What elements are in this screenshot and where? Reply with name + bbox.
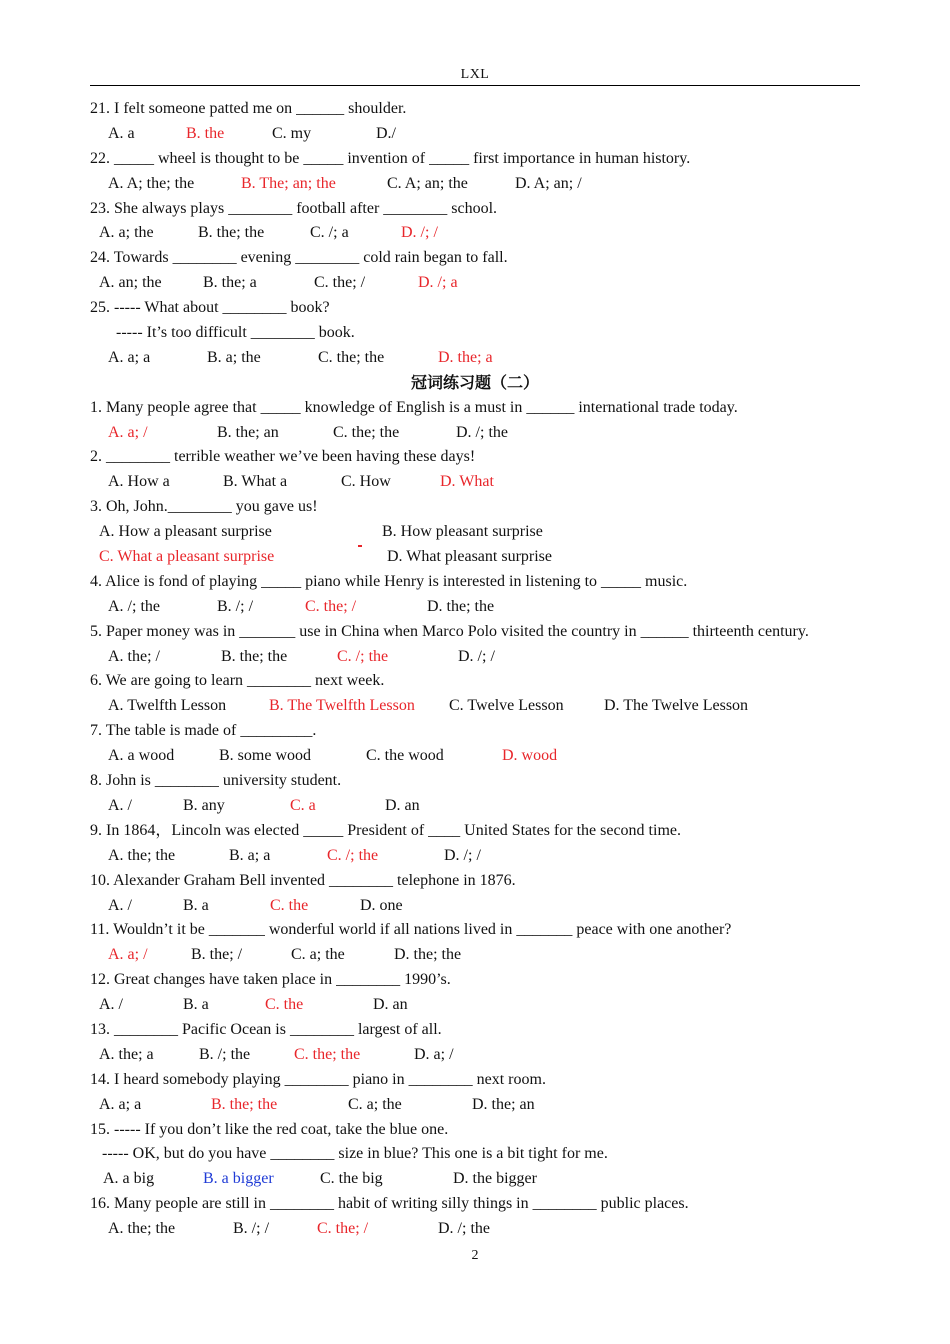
header-divider [90,85,860,86]
correct-answer-option: C. What a pleasant surprise [99,548,275,566]
question-stem [90,296,860,321]
options-row [90,844,860,869]
question-block [90,445,860,495]
answer-option: B. any [183,796,225,814]
stem-text: 10. Alexander Graham Bell invented ________ telephone in 1876. [90,871,516,889]
answer-option: A. / [108,796,132,814]
answer-option: B. the; the [221,647,288,665]
answer-option: C. my [272,124,312,142]
answer-option: A. How a pleasant surprise [99,523,272,541]
options-row [90,421,860,446]
answer-option: D. The Twelve Lesson [604,697,749,715]
stem-text: 23. She always plays ________ football after ________ school. [90,199,498,217]
correct-answer-option: B. a bigger [203,1170,274,1188]
answer-option: B. How pleasant surprise [382,523,543,541]
answer-option: D. one [360,896,403,914]
correct-answer-option: C. a [290,796,316,814]
stem-text: 14. I heard somebody playing ________ piano in ________ next room. [90,1070,546,1088]
question-block [90,97,860,147]
question-block [90,869,860,919]
stem-text: 5. Paper money was in _______ use in China when Marco Polo visited the country in ______ thirteenth century. [90,622,809,640]
question-block [90,197,860,247]
correct-answer-option: C. the; / [317,1220,369,1238]
answer-option: D. the; an [472,1095,535,1113]
answer-option: B. the; a [203,274,257,292]
red-mark [358,545,362,547]
options-row [90,545,860,570]
answer-option: B. some wood [219,747,311,765]
options-row [90,993,860,1018]
answer-option: B. the; / [191,946,243,964]
question-stem [90,918,860,943]
answer-option: A. a wood [108,747,175,765]
options-row [90,221,860,246]
correct-answer-option: D. /; / [401,224,438,242]
options-row [90,645,860,670]
answer-option: A. How a [108,473,170,491]
options-row [90,1043,860,1068]
stem-text: 12. Great changes have taken place in ________ 1990’s. [90,971,451,989]
question-stem [90,147,860,172]
answer-option: C. a; the [291,946,345,964]
correct-answer-option: C. /; the [327,846,379,864]
answer-option: C. the wood [366,747,444,765]
stem-text: ----- OK, but do you have ________ size in blue? This one is a bit tight for me. [102,1145,608,1163]
question-block [90,719,860,769]
answer-option: C. Twelve Lesson [449,697,564,715]
stem-text: 13. ________ Pacific Ocean is ________ largest of all. [90,1020,442,1038]
options-row [90,346,860,371]
options-row [90,694,860,719]
question-stem [90,1192,860,1217]
answer-option: D. the; the [427,597,495,615]
answer-option: A. the; / [108,647,160,665]
stem-text: 11. Wouldn’t it be _______ wonderful world if all nations lived in _______ peace with one another? [90,921,732,939]
page-header: LXL [460,67,490,82]
options-row [90,595,860,620]
correct-answer-option: C. /; the [337,647,389,665]
answer-option: B. /; the [199,1045,251,1063]
question-block [90,620,860,670]
answer-option: A. A; the; the [108,174,195,192]
options-row [90,1093,860,1118]
stem-text: 8. John is ________ university student. [90,772,342,790]
dialogue-line [90,1142,860,1167]
answer-option: D. the bigger [453,1170,537,1188]
stem-text: ----- It’s too difficult ________ book. [116,324,355,342]
correct-answer-option: B. the [186,124,225,142]
answer-option: B. What a [223,473,288,491]
options-row [90,172,860,197]
answer-option: C. the big [320,1170,383,1188]
answer-option: C. /; a [310,224,349,242]
stem-text: 1. Many people agree that _____ knowledge of English is a must in ______ international trade today. [90,398,738,416]
correct-answer-option: D. wood [502,747,558,765]
answer-option: D. /; the [456,423,508,441]
answer-option: B. a; a [229,846,271,864]
stem-text: 4. Alice is fond of playing _____ piano while Henry is interested in listening to _____ music. [90,572,688,590]
question-set-2 [90,396,860,1242]
options-row [90,271,860,296]
stem-text: 9. In 1864，Lincoln was elected _____ President of ____ United States for the second time. [90,821,681,839]
answer-option: B. a [183,896,209,914]
question-stem [90,968,860,993]
correct-answer-option: D. What [440,473,494,491]
answer-option: A. a big [103,1170,155,1188]
answer-option: A. the; the [108,846,176,864]
question-stem [90,197,860,222]
question-block [90,1018,860,1068]
answer-option: A. Twelfth Lesson [108,697,227,715]
options-row [90,122,860,147]
options-row [90,1167,860,1192]
question-block [90,669,860,719]
answer-option: C. a; the [348,1095,402,1113]
stem-text: 21. I felt someone patted me on ______ shoulder. [90,100,407,117]
correct-answer-option: C. the; / [305,597,357,615]
question-block [90,968,860,1018]
options-row [90,520,860,545]
answer-option: C. A; an; the [387,174,468,192]
question-stem [90,669,860,694]
correct-answer-option: C. the [270,896,309,914]
question-block [90,769,860,819]
answer-option: D. a; / [414,1045,454,1063]
answer-option: C. the; the [333,423,400,441]
section-title: 冠词练习题（二） [410,372,539,392]
answer-option: A. a; a [108,348,151,366]
question-stem [90,719,860,744]
answer-option: A. a; the [99,224,154,242]
question-block [90,918,860,968]
question-stem [90,620,860,645]
question-stem [90,97,860,122]
correct-answer-option: C. the; the [294,1045,361,1063]
question-stem [90,819,860,844]
answer-option: D. the; the [394,946,462,964]
question-stem [90,396,860,421]
answer-option: B. the; an [217,423,279,441]
answer-option: D. What pleasant surprise [387,548,552,566]
options-row [90,1217,860,1242]
answer-option: D./ [376,124,396,142]
question-block [90,147,860,197]
question-block [90,495,860,570]
question-block [90,819,860,869]
answer-option: A. the; a [99,1045,154,1063]
question-block [90,296,860,371]
answer-option: C. How [341,473,391,491]
answer-option: B. a; the [207,348,261,366]
question-stem [90,570,860,595]
answer-option: A. a [108,124,135,142]
answer-option: A. /; the [108,597,160,615]
dialogue-line [90,321,860,346]
correct-answer-option: C. the [265,996,304,1014]
answer-option: D. /; / [458,647,495,665]
question-block [90,570,860,620]
answer-option: B. the; the [198,224,265,242]
correct-answer-option: B. the; the [211,1095,278,1113]
answer-option: B. a [183,996,209,1014]
worksheet-body [90,97,860,1242]
question-stem [90,246,860,271]
stem-text: 7. The table is made of _________. [90,722,317,740]
answer-option: A. / [99,996,123,1014]
options-row [90,470,860,495]
question-stem [90,869,860,894]
stem-text: 6. We are going to learn ________ next week. [90,672,385,690]
answer-option: D. /; / [444,846,481,864]
question-stem [90,769,860,794]
question-block [90,1068,860,1118]
answer-option: A. a; a [99,1095,142,1113]
page-number: 2 [471,1248,479,1263]
answer-option: C. the; / [314,274,366,292]
stem-text: 25. ----- What about ________ book? [90,299,330,317]
question-block [90,396,860,446]
stem-text: 15. ----- If you don’t like the red coat, take the blue one. [90,1120,449,1138]
question-stem [90,495,860,520]
answer-option: D. an [373,996,408,1014]
question-stem [90,1118,860,1143]
stem-text: 24. Towards ________ evening ________ cold rain began to fall. [90,249,508,267]
stem-text: 16. Many people are still in ________ habit of writing silly things in ________ public places. [90,1195,689,1213]
answer-option: A. / [108,896,132,914]
answer-option: A. an; the [99,274,162,292]
question-block [90,1192,860,1242]
answer-option: D. A; an; / [515,174,582,192]
question-stem [90,1068,860,1093]
answer-option: B. /; / [217,597,254,615]
correct-answer-option: A. a; / [108,946,148,964]
answer-option: B. /; / [233,1220,270,1238]
question-stem [90,445,860,470]
correct-answer-option: D. the; a [438,348,493,366]
correct-answer-option: A. a; / [108,423,148,441]
question-block [90,246,860,296]
correct-answer-option: B. The; an; the [241,174,336,192]
stem-text: 2. ________ terrible weather we’ve been having these days! [90,448,476,466]
options-row [90,744,860,769]
stem-text: 3. Oh, John.________ you gave us! [90,498,318,516]
answer-option: D. an [385,796,420,814]
stem-text: 22. _____ wheel is thought to be _____ invention of _____ first importance in human history. [90,149,691,167]
answer-option: C. the; the [318,348,385,366]
options-row [90,894,860,919]
answer-option: D. /; the [438,1220,490,1238]
options-row [90,943,860,968]
correct-answer-option: B. The Twelfth Lesson [269,697,415,715]
question-set-1 [90,97,860,371]
correct-answer-option: D. /; a [418,274,458,292]
options-row [90,794,860,819]
question-stem [90,1018,860,1043]
answer-option: A. the; the [108,1220,176,1238]
question-block [90,1118,860,1193]
